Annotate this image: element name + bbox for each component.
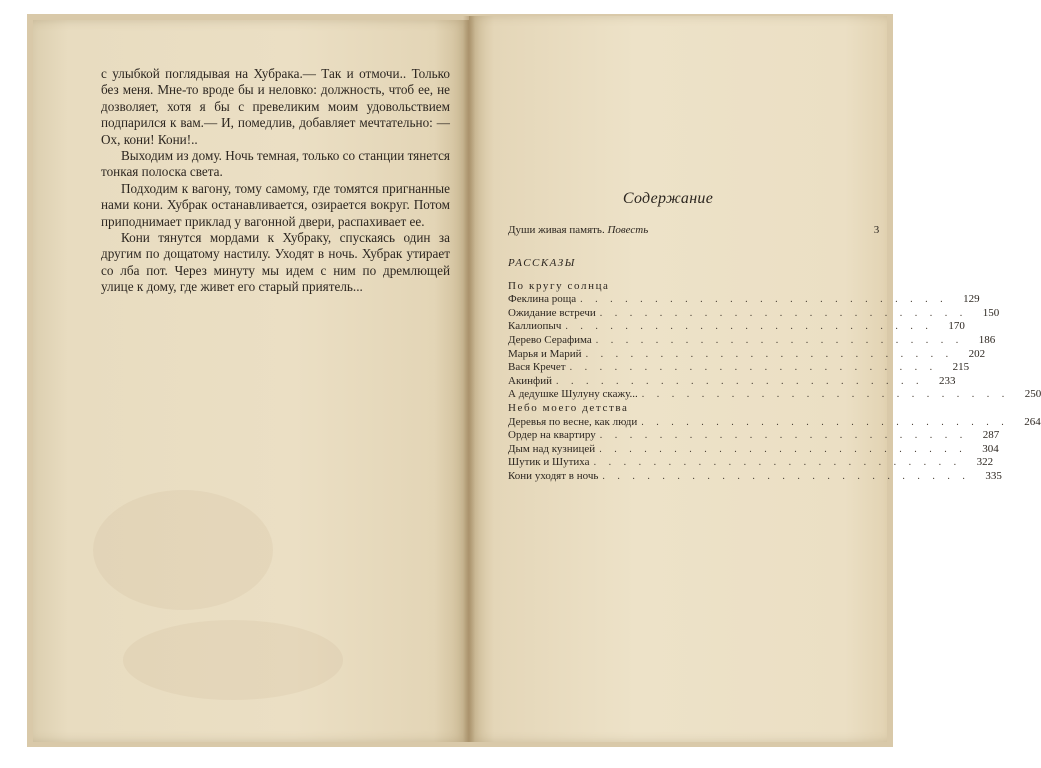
toc-entry <box>508 429 1000 443</box>
toc-entry-title: Каллиопыч <box>508 320 562 333</box>
toc-page-number: 3 <box>873 224 880 236</box>
toc-entry-subtitle: Повесть <box>607 224 649 236</box>
leader-dots: . . . . . . . . . . . . . . . . . . . . . . . . . <box>641 389 1010 401</box>
toc-entry <box>508 347 986 362</box>
toc-entry-title: Марья и Марий <box>508 347 582 360</box>
toc-page-number: 335 <box>985 469 1002 482</box>
toc-page-number: 287 <box>982 429 1000 442</box>
toc-page-number: 202 <box>968 347 986 360</box>
toc-entry <box>508 456 994 470</box>
toc-entry <box>508 415 1041 430</box>
toc-entry-title: Шутик и Шутиха <box>508 456 590 469</box>
left-page-text <box>101 66 450 296</box>
leader-dots: . . . . . . . . . . . . . . . . . . . . . . . . . <box>580 294 948 306</box>
leader-dots: . . . . . . . . . . . . . . . . . . . . . . . . . <box>593 457 962 469</box>
toc-page-number: 170 <box>948 320 965 333</box>
toc-entry-title: А дедушке Шулуну скажу... <box>508 388 638 401</box>
leader-dots: . . . . . . . . . . . . . . . . . . . . . . . . . <box>585 348 954 360</box>
toc-entry <box>508 388 1041 402</box>
toc-page-number: 250 <box>1024 388 1041 401</box>
paragraph: Выходим из дому. Ночь темная, только со станции тянется тонкая полоска света. <box>101 148 450 180</box>
toc-page-number: 186 <box>978 333 996 346</box>
toc-entry-title: Вася Кречет <box>508 361 566 374</box>
toc-entry-title: Дерево Серафима <box>508 333 592 346</box>
leader-dots: . . . . . . . . . . . . . . . . . . . . . . . . . <box>569 362 938 374</box>
toc-cycle-title: Небо моего детства <box>508 401 629 414</box>
toc-page-number: 322 <box>976 456 994 469</box>
paragraph: Подходим к вагону, тому самому, где томятся пригнанные нами кони. Хубрак останавливается, озирается вокруг. Потом приподнимает приклад у вагонной двери, распахивает ее. <box>101 180 450 229</box>
toc-entry <box>508 333 996 348</box>
paragraph: с улыбкой поглядывая на Хубрака.— Так и отмочи.. Только без меня. Мне-то вроде бы и неловко: должность, чтоб ее, не дозволяет, хотя я бы с превеликим моим удовольствием подпарился к вам.— И, помедлив, добавляет мечтательно: — Ох, кони! Кони!.. <box>101 66 450 147</box>
toc-entry <box>508 442 999 457</box>
toc-entry-title: Души живая память. <box>508 224 605 236</box>
toc-entry-title: Кони уходят в ночь <box>508 469 599 482</box>
toc-entry-title: Деревья по весне, как люди <box>508 415 638 428</box>
table-of-contents <box>508 190 1041 484</box>
toc-entry <box>508 469 1002 484</box>
toc-page-number: 233 <box>938 374 956 387</box>
toc-entry <box>508 293 980 307</box>
toc-cycle-title: По кругу солнца <box>508 279 610 292</box>
toc-page-number: 129 <box>963 293 980 306</box>
leader-dots: . . . . . . . . . . . . . . . . . . . . . . . . . <box>599 307 968 319</box>
toc-entry-title: Феклина роща <box>508 293 577 306</box>
toc-entry <box>508 374 956 389</box>
toc-entry <box>508 224 880 238</box>
toc-page-number: 264 <box>1024 415 1041 428</box>
leader-dots: . . . . . . . . . . . . . . . . . . . . . . . . . <box>599 430 968 442</box>
paragraph: Кони тянутся мордами к Хубраку, спускаясь один за другим по дощатому настилу. Уходят в ночь. Хубрак утирает со лба пот. Через минуту мы идем с ним по дремлющей улице к дому, где живет его старый приятель... <box>101 230 450 295</box>
toc-entry <box>508 320 965 334</box>
leader-dots: . . . . . . . . . . . . . . . . . . . . . . . . . <box>565 321 933 333</box>
leader-dots: . . . . . . . . . . . . . . . . . . . . . . . . . <box>595 334 964 346</box>
leader-dots: . . . . . . . . . . . . . . . . . . . . . . . . . <box>602 470 970 482</box>
toc-page-number: 215 <box>952 361 970 374</box>
toc-entry-title: Дым над кузницей <box>508 442 596 455</box>
toc-page-number: 150 <box>982 306 1000 319</box>
toc-entry-title: Ожидание встречи <box>508 306 596 319</box>
section-label: РАССКАЗЫ <box>508 256 576 269</box>
toc-entry <box>508 361 970 375</box>
leader-dots: . . . . . . . . . . . . . . . . . . . . . . . . . <box>641 416 1009 428</box>
toc-entry-title: Акинфий <box>508 374 552 387</box>
leader-dots: . . . . . . . . . . . . . . . . . . . . . . . . . <box>555 375 924 387</box>
toc-heading: Содержание <box>622 190 714 207</box>
toc-entry <box>508 306 1000 321</box>
toc-entry-title: Ордер на квартиру <box>508 429 596 442</box>
toc-cycles <box>508 279 1041 484</box>
toc-page-number: 304 <box>982 442 999 455</box>
book-gutter <box>463 16 475 742</box>
leader-dots: . . . . . . . . . . . . . . . . . . . . . . . . . <box>599 443 967 455</box>
